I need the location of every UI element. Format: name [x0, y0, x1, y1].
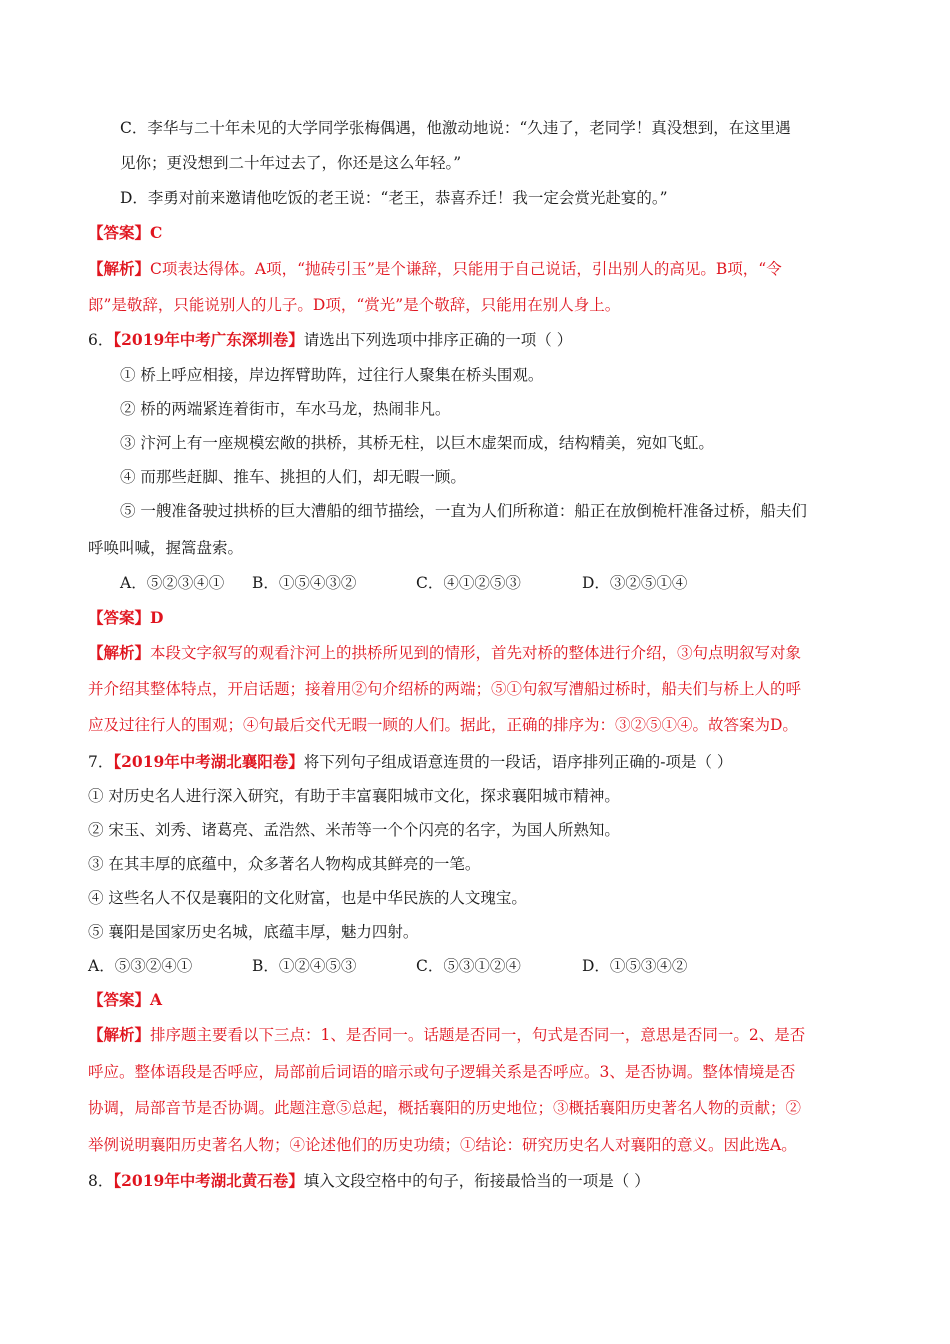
analysis-label: 【解析】	[88, 259, 151, 278]
question-text: 将下列句子组成语意连贯的一段话，语序排列正确的-项是（ ）	[303, 753, 733, 771]
q6-option-a: A．⑤②③④①	[120, 574, 225, 592]
analysis-text: 本段文字叙写的观看汴河上的拱桥所见到的情形，首先对桥的整体进行介绍，③句点明叙写对象	[150, 644, 802, 662]
analysis-text: C项表达得体。A项，“抛砖引玉”是个谦辞，只能用于自己说话，引出别人的高见。B项，“令	[150, 260, 782, 278]
q6-sentence-3: ③ 汴河上有一座规模宏敞的拱桥，其桥无柱，以巨木虚架而成，结构精美，宛如飞虹。	[120, 434, 714, 452]
q6-sentence-5-line2: 呼唤叫喊，握篙盘索。	[88, 539, 244, 557]
question-number: 6．	[88, 331, 114, 349]
q6-analysis-line2: 并介绍其整体特点，开启话题；接着用②句介绍桥的两端；⑤①句叙写漕船过桥时，船夫们与桥上人的呼	[88, 680, 802, 698]
q6-option-c: C．④①②⑤③	[416, 574, 521, 592]
q7-analysis-line4: 举例说明襄阳历史著名人物；④论述他们的历史功绩；①结论：研究历史名人对襄阳的意义。因此选A。	[88, 1136, 797, 1154]
answer-value: D	[150, 608, 164, 627]
q6-sentence-1: ① 桥上呼应相接，岸边挥臂助阵，过往行人聚集在桥头围观。	[120, 366, 544, 384]
q6-stem	[88, 329, 572, 351]
q6-option-b: B．①⑤④③②	[252, 574, 357, 592]
q7-option-d: D．①⑤③④②	[582, 957, 688, 975]
q5-analysis-line2: 郎”是敬辞，只能说别人的儿子。D项，“赏光”是个敬辞，只能用在别人身上。	[88, 296, 621, 314]
question-number: 7．	[88, 753, 114, 771]
question-source: 【2019年中考湖北黄石卷】	[113, 1171, 304, 1190]
answer-label: 【答案】	[88, 608, 151, 627]
q7-analysis-line2: 呼应。整体语段是否呼应，局部前后词语的暗示或句子逻辑关系是否呼应。3、是否协调。整体情境是否	[88, 1063, 796, 1081]
q7-option-a: A．⑤③②④①	[88, 957, 193, 975]
q7-sentence-4: ④ 这些名人不仅是襄阳的文化财富，也是中华民族的人文瑰宝。	[88, 889, 527, 907]
q7-sentence-3: ③ 在其丰厚的底蕴中，众多著名人物构成其鲜亮的一笔。	[88, 855, 481, 873]
q7-option-c: C．⑤③①②④	[416, 957, 521, 975]
q7-option-b: B．①②④⑤③	[252, 957, 357, 975]
q5-analysis-line1	[88, 258, 782, 280]
q6-sentence-2: ② 桥的两端紧连着街市，车水马龙，热闹非凡。	[120, 400, 451, 418]
answer-label: 【答案】	[88, 990, 151, 1009]
q7-sentence-1: ① 对历史名人进行深入研究，有助于丰富襄阳城市文化，探求襄阳城市精神。	[88, 787, 620, 805]
q6-analysis-line1	[88, 642, 801, 664]
question-text: 请选出下列选项中排序正确的一项（ ）	[303, 331, 573, 349]
q8-stem	[88, 1170, 650, 1192]
q6-option-d: D．③②⑤①④	[582, 574, 688, 592]
q7-sentence-2: ② 宋玉、刘秀、诸葛亮、孟浩然、米芾等一个个闪亮的名字，为国人所熟知。	[88, 821, 620, 839]
q7-analysis-line1	[88, 1024, 805, 1046]
analysis-label: 【解析】	[88, 643, 151, 662]
q6-sentence-5-line1: ⑤ 一艘准备驶过拱桥的巨大漕船的细节描绘，一直为人们所称道：船正在放倒桅杆准备过桥，船夫们	[120, 502, 807, 520]
answer-value: A	[150, 990, 163, 1009]
q7-stem	[88, 751, 732, 773]
q5-option-c-line1: C．李华与二十年未见的大学同学张梅偶遇，他激动地说：“久违了，老同学！真没想到，在这里遇	[120, 119, 791, 137]
question-source: 【2019年中考湖北襄阳卷】	[113, 752, 304, 771]
analysis-label: 【解析】	[88, 1025, 151, 1044]
q7-answer	[88, 989, 162, 1011]
q5-option-d: D．李勇对前来邀请他吃饭的老王说：“老王，恭喜乔迁！我一定会赏光赴宴的。”	[120, 189, 668, 207]
q7-sentence-5: ⑤ 襄阳是国家历史名城，底蕴丰厚，魅力四射。	[88, 923, 419, 941]
question-text: 填入文段空格中的句子，衔接最恰当的一项是（ ）	[303, 1172, 650, 1190]
analysis-text: 排序题主要看以下三点：1、是否同一。话题是否同一，句式是否同一，意思是否同一。2、是否	[150, 1026, 806, 1044]
q7-analysis-line3: 协调，局部音节是否协调。此题注意⑤总起，概括襄阳的历史地位；③概括襄阳历史著名人物的贡献；②	[88, 1099, 802, 1117]
q6-analysis-line3: 应及过往行人的围观；④句最后交代无暇一顾的人们。据此，正确的排序为：③②⑤①④。故答案为D。	[88, 716, 798, 734]
answer-value: C	[150, 223, 163, 242]
question-number: 8．	[88, 1172, 114, 1190]
q5-answer	[88, 222, 162, 244]
q6-sentence-4: ④ 而那些赶脚、推车、挑担的人们，却无暇一顾。	[120, 468, 466, 486]
q6-answer	[88, 607, 163, 629]
answer-label: 【答案】	[88, 223, 151, 242]
q5-option-c-line2: 见你；更没想到二十年过去了，你还是这么年轻。”	[120, 154, 462, 172]
question-source: 【2019年中考广东深圳卷】	[113, 330, 304, 349]
